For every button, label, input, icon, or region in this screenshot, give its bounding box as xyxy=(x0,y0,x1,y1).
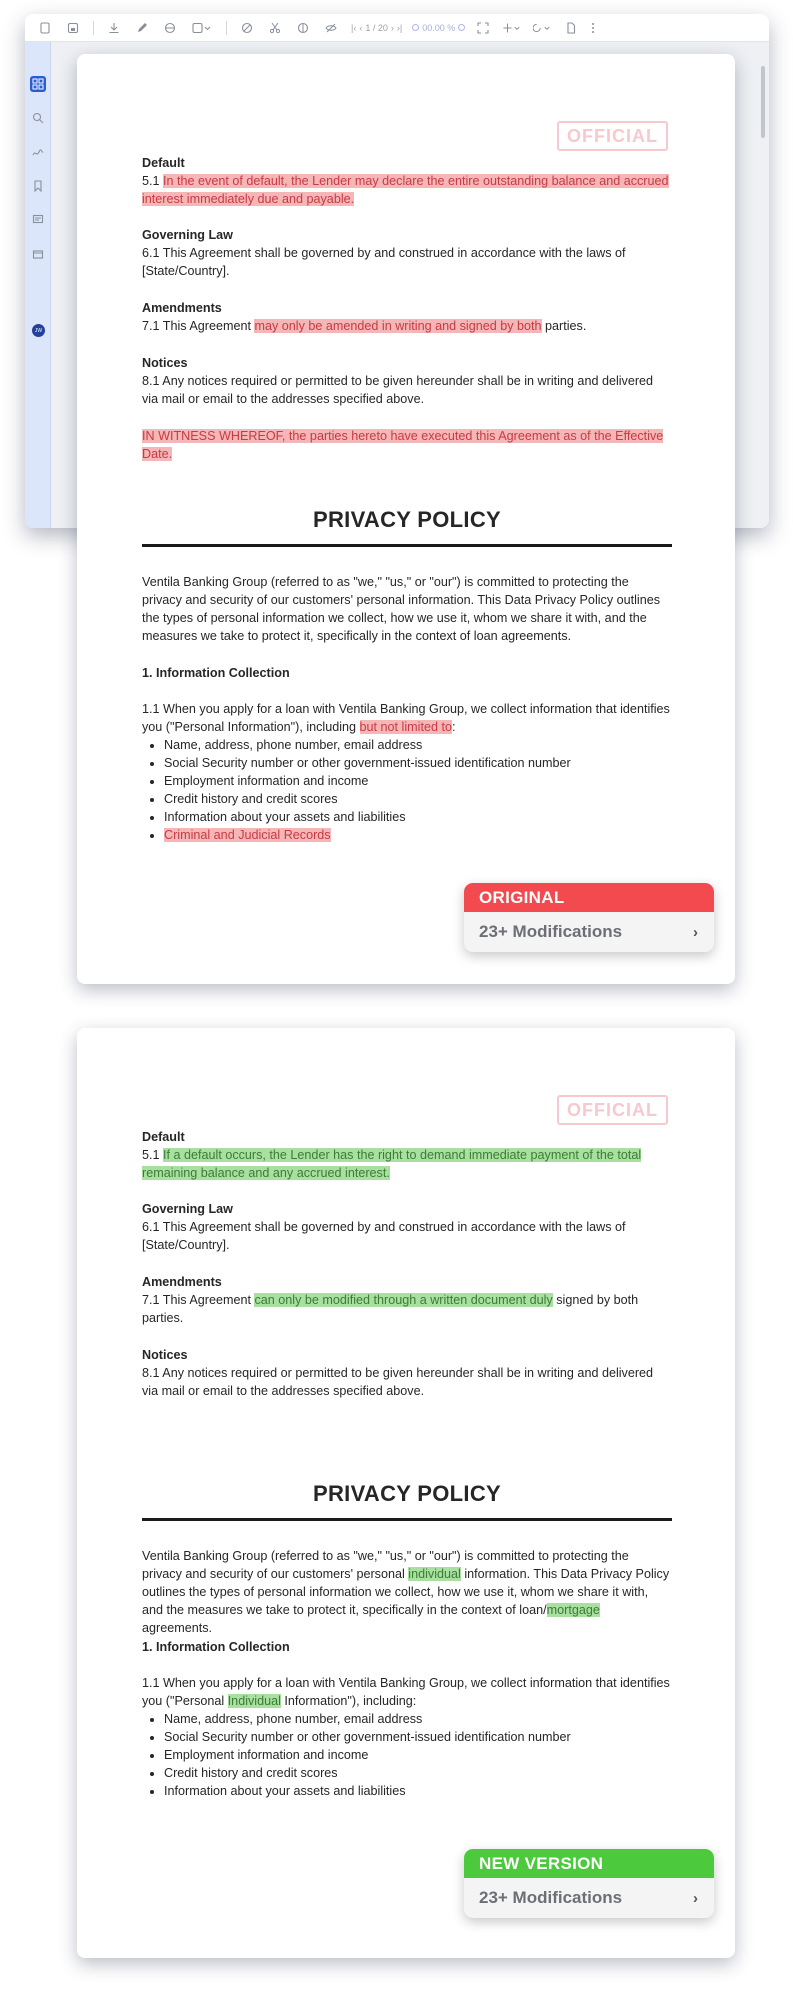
more-options-icon[interactable] xyxy=(585,17,601,39)
first-page-icon[interactable]: |‹ xyxy=(351,22,357,33)
toolbar xyxy=(25,14,769,42)
removed-text[interactable]: In the event of default, the Lender may declare the entire outstanding balance and accrued interest immediately due and payable. xyxy=(142,174,669,206)
list-item: • Social Security number or other government-issued identification number xyxy=(164,754,672,772)
privacy-intro xyxy=(142,573,672,645)
privacy-intro xyxy=(142,1547,672,1637)
removed-text[interactable]: but not limited to xyxy=(359,720,452,734)
chevron-right-icon[interactable]: › xyxy=(693,1889,698,1907)
collection-heading xyxy=(142,664,672,682)
zoom-in-icon[interactable] xyxy=(458,24,465,31)
scrollbar-thumb[interactable] xyxy=(761,66,765,138)
clause-text: parties. xyxy=(545,319,587,333)
default-section xyxy=(142,154,672,208)
next-page-icon[interactable]: › xyxy=(390,22,394,33)
list-item: • Social Security number or other government-issued identification number xyxy=(164,1728,672,1746)
list-item: • Credit history and credit scores xyxy=(164,790,672,808)
paragraph: agreements. xyxy=(142,1621,213,1635)
paragraph: 1.1 When you apply for a loan with Ventila Banking Group, we collect information that identifies you ("Personal xyxy=(142,1676,670,1708)
notices-section xyxy=(142,1346,672,1400)
list-item: • Employment information and income xyxy=(164,1746,672,1764)
scissors-icon[interactable] xyxy=(261,17,289,39)
governing-law-section xyxy=(142,1200,672,1254)
stamp-icon[interactable] xyxy=(156,17,184,39)
list-item: • Information about your assets and liabilities xyxy=(164,1782,672,1800)
zoom-level[interactable]: 00.00 % xyxy=(422,22,456,33)
prev-page-icon[interactable]: ‹ xyxy=(359,22,363,33)
no-sign-icon[interactable] xyxy=(233,17,261,39)
added-text[interactable]: If a default occurs, the Lender has the right to demand immediate payment of the total remaining balance and any accrued interest. xyxy=(142,1148,642,1180)
list-item: • Credit history and credit scores xyxy=(164,1764,672,1782)
official-stamp: OFFICIAL xyxy=(557,1095,668,1125)
collection-heading xyxy=(142,1638,672,1656)
paragraph: 1.1 When you apply for a loan with Ventila Banking Group, we collect information that identifies you ("Personal Information"), including xyxy=(142,702,670,734)
info-list xyxy=(142,736,672,844)
toolbar-divider xyxy=(226,21,227,35)
attachment-icon[interactable] xyxy=(30,246,46,262)
download-icon[interactable] xyxy=(100,17,128,39)
paragraph: Ventila Banking Group (referred to as "we," "us," or "our") is committed to protecting the privacy and security of our customers' personal xyxy=(142,1549,629,1581)
clause-number: 5.1 xyxy=(142,174,160,188)
title-divider xyxy=(142,1518,672,1521)
page-title: PRIVACY POLICY xyxy=(313,507,501,532)
zoom-out-icon[interactable] xyxy=(412,24,419,31)
section-heading: Governing Law xyxy=(142,1202,233,1216)
zoom-control[interactable] xyxy=(408,23,469,33)
section-heading: Amendments xyxy=(142,1275,222,1289)
official-stamp: OFFICIAL xyxy=(557,121,668,151)
clause-text: 6.1 This Agreement shall be governed by and construed in accordance with the laws of [State/Country]. xyxy=(142,246,626,278)
thumbnails-icon[interactable] xyxy=(30,76,46,92)
fit-screen-icon[interactable] xyxy=(469,17,497,39)
section-heading: 1. Information Collection xyxy=(142,1640,290,1654)
clause-text: 8.1 Any notices required or permitted to be given hereunder shall be in writing and delivered via mail or email to the addresses specified above. xyxy=(142,1366,654,1398)
governing-law-section xyxy=(142,226,672,280)
section-heading: Notices xyxy=(142,356,188,370)
left-sidebar xyxy=(25,42,51,528)
list-item: • Name, address, phone number, email address xyxy=(164,1710,672,1728)
chevron-right-icon[interactable]: › xyxy=(693,923,698,941)
added-text[interactable]: mortgage xyxy=(546,1603,600,1617)
list-item: • Name, address, phone number, email address xyxy=(164,736,672,754)
modifications-row[interactable] xyxy=(464,912,714,952)
paragraph: Ventila Banking Group (referred to as "we," "us," or "our") is committed to protecting the privacy and security of our customers' personal information. This Data Privacy Policy outlines the types of personal information we collect, how we use it, whom we share it with, and the measures we take to protect it, specifically in the context of loan agreements. xyxy=(142,575,661,643)
title-divider xyxy=(142,544,672,547)
card-label: NEW VERSION xyxy=(464,1849,714,1878)
punctuation: : xyxy=(451,720,456,734)
page-navigator[interactable] xyxy=(345,23,408,33)
avatar[interactable]: JW xyxy=(32,324,45,337)
save-icon[interactable] xyxy=(59,17,87,39)
card-label: ORIGINAL xyxy=(464,883,714,912)
removed-text[interactable]: IN WITNESS WHEREOF, the parties hereto have executed this Agreement as of the Effective Date. xyxy=(142,429,664,461)
new-version-page xyxy=(77,1028,735,1958)
rotate-dropdown-icon[interactable] xyxy=(527,17,557,39)
compare-icon[interactable] xyxy=(289,17,317,39)
clause-text: 8.1 Any notices required or permitted to be given hereunder shall be in writing and delivered via mail or email to the addresses specified above. xyxy=(142,374,654,406)
page-indicator[interactable]: 1 / 20 xyxy=(365,22,388,33)
section-heading: Amendments xyxy=(142,301,222,315)
signature-icon[interactable] xyxy=(30,144,46,160)
section-heading: Notices xyxy=(142,1348,188,1362)
list-item: • Information about your assets and liabilities xyxy=(164,808,672,826)
witness-section xyxy=(142,427,672,463)
toolbar-divider xyxy=(93,21,94,35)
modifications-count: 23+ Modifications xyxy=(479,1888,623,1907)
section-heading: Default xyxy=(142,1130,185,1144)
note-dropdown-icon[interactable] xyxy=(184,17,220,39)
info-list xyxy=(142,1710,672,1800)
pan-dropdown-icon[interactable] xyxy=(497,17,527,39)
added-text[interactable]: can only be modified through a written document duly xyxy=(254,1293,553,1307)
original-page xyxy=(77,54,735,984)
notices-section xyxy=(142,354,672,408)
amendments-section xyxy=(142,1273,672,1327)
clause-text: 7.1 This Agreement xyxy=(142,1293,251,1307)
last-page-icon[interactable]: ›| xyxy=(396,22,403,33)
paragraph: information. This Data Privacy Policy outlines the types of personal information we collect, how we use it, whom we share it with, and the measures we take to protect it, specifically in the context of loan/ xyxy=(142,1567,670,1617)
pen-icon[interactable] xyxy=(128,17,156,39)
removed-text[interactable]: Criminal and Judicial Records xyxy=(164,828,331,842)
section-heading: Default xyxy=(142,156,185,170)
added-text[interactable]: Individual xyxy=(227,1694,281,1708)
default-section xyxy=(142,1128,672,1182)
modifications-count: 23+ Modifications xyxy=(479,922,623,941)
list-item: • Employment information and income xyxy=(164,772,672,790)
print-icon[interactable] xyxy=(31,17,59,39)
clause-text: 7.1 This Agreement xyxy=(142,319,251,333)
document-icon[interactable] xyxy=(557,17,585,39)
amendments-section xyxy=(142,299,672,335)
section-heading: Governing Law xyxy=(142,228,233,242)
new-version-card[interactable] xyxy=(464,1849,714,1918)
comment-icon[interactable] xyxy=(30,212,46,228)
removed-text[interactable]: may only be amended in writing and signed by both xyxy=(254,319,542,333)
section-heading: 1. Information Collection xyxy=(142,666,290,680)
clause-number: 5.1 xyxy=(142,1148,160,1162)
paragraph: Information"), including: xyxy=(284,1694,417,1708)
page-title: PRIVACY POLICY xyxy=(313,1481,501,1506)
clause-text: signed by both parties. xyxy=(142,1293,639,1325)
collection-section xyxy=(142,1674,672,1800)
list-item xyxy=(164,826,672,844)
added-text[interactable]: individual xyxy=(408,1567,461,1581)
bookmark-icon[interactable] xyxy=(30,178,46,194)
original-card[interactable] xyxy=(464,883,714,952)
clause-text: 6.1 This Agreement shall be governed by and construed in accordance with the laws of [State/Country]. xyxy=(142,1220,626,1252)
collection-section xyxy=(142,700,672,844)
search-icon[interactable] xyxy=(30,110,46,126)
eye-off-icon[interactable] xyxy=(317,17,345,39)
modifications-row[interactable] xyxy=(464,1878,714,1918)
